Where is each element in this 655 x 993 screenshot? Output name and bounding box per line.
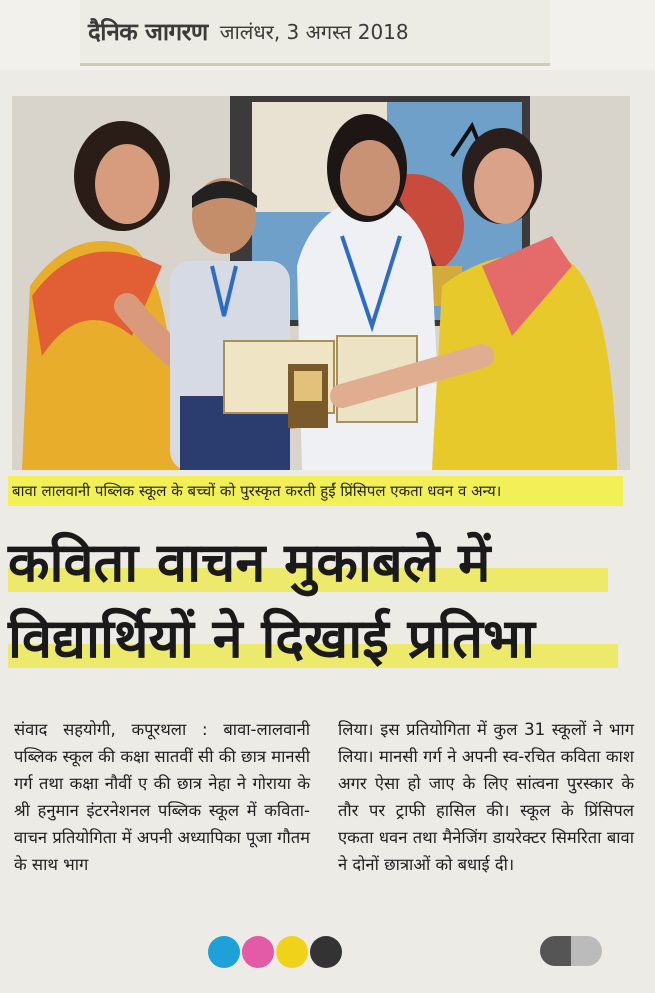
black-dot	[310, 936, 342, 968]
magenta-dot	[242, 936, 274, 968]
cyan-dot	[208, 936, 240, 968]
masthead	[80, 0, 550, 66]
headline-line-2-text: विद्यार्थियों ने दिखाई प्रतिभा	[8, 607, 535, 670]
article-column-2: लिया। इस प्रतियोगिता में कुल 31 स्कूलों ने भाग लिया। मानसी गर्ग ने अपनी स्व-रचित कविता काश अगर ऐसा हो जाए के लिए सांत्वना पुरस्कार के तौर पर ट्राफी हासिल की। स्कूल के प्रिंसिपल एकता धवन तथा मैनेजिंग डायरेक्टर सिमरिता बावा ने दोनों छात्राओं को बधाई दी।	[338, 720, 634, 874]
headline	[8, 531, 628, 670]
photo-caption	[8, 476, 623, 506]
news-photo	[12, 96, 630, 470]
color-registration-marks	[208, 936, 342, 968]
article-column-1: संवाद सहयोगी, कपूरथला : बावा-लालवानी पब्लिक स्कूल की कक्षा सातवीं सी की छात्र मानसी गर्ग तथा कक्षा नौवीं ए की छात्र नेहा ने गोराया के श्री हनुमान इंटरनेशनल पब्लिक स्कूल में कविता-वाचन प्रतियोगिता में अपनी अध्यापिका पूजा गौतम के साथ भाग	[14, 720, 310, 874]
newspaper-name: दैनिक जागरण	[88, 18, 208, 46]
article-body	[14, 716, 634, 878]
gray-registration-mark	[540, 936, 602, 966]
headline-line-2	[8, 607, 628, 670]
headline-line-1	[8, 531, 628, 594]
photo-illustration	[12, 96, 630, 470]
headline-line-1-text: कविता वाचन मुकाबले में	[8, 531, 491, 594]
yellow-dot	[276, 936, 308, 968]
dateline: जालंधर, 3 अगस्त 2018	[219, 20, 409, 44]
caption-text: बावा लालवानी पब्लिक स्कूल के बच्चों को पुरस्कृत करती हुईं प्रिंसिपल एकता धवन व अन्य।	[12, 482, 502, 500]
